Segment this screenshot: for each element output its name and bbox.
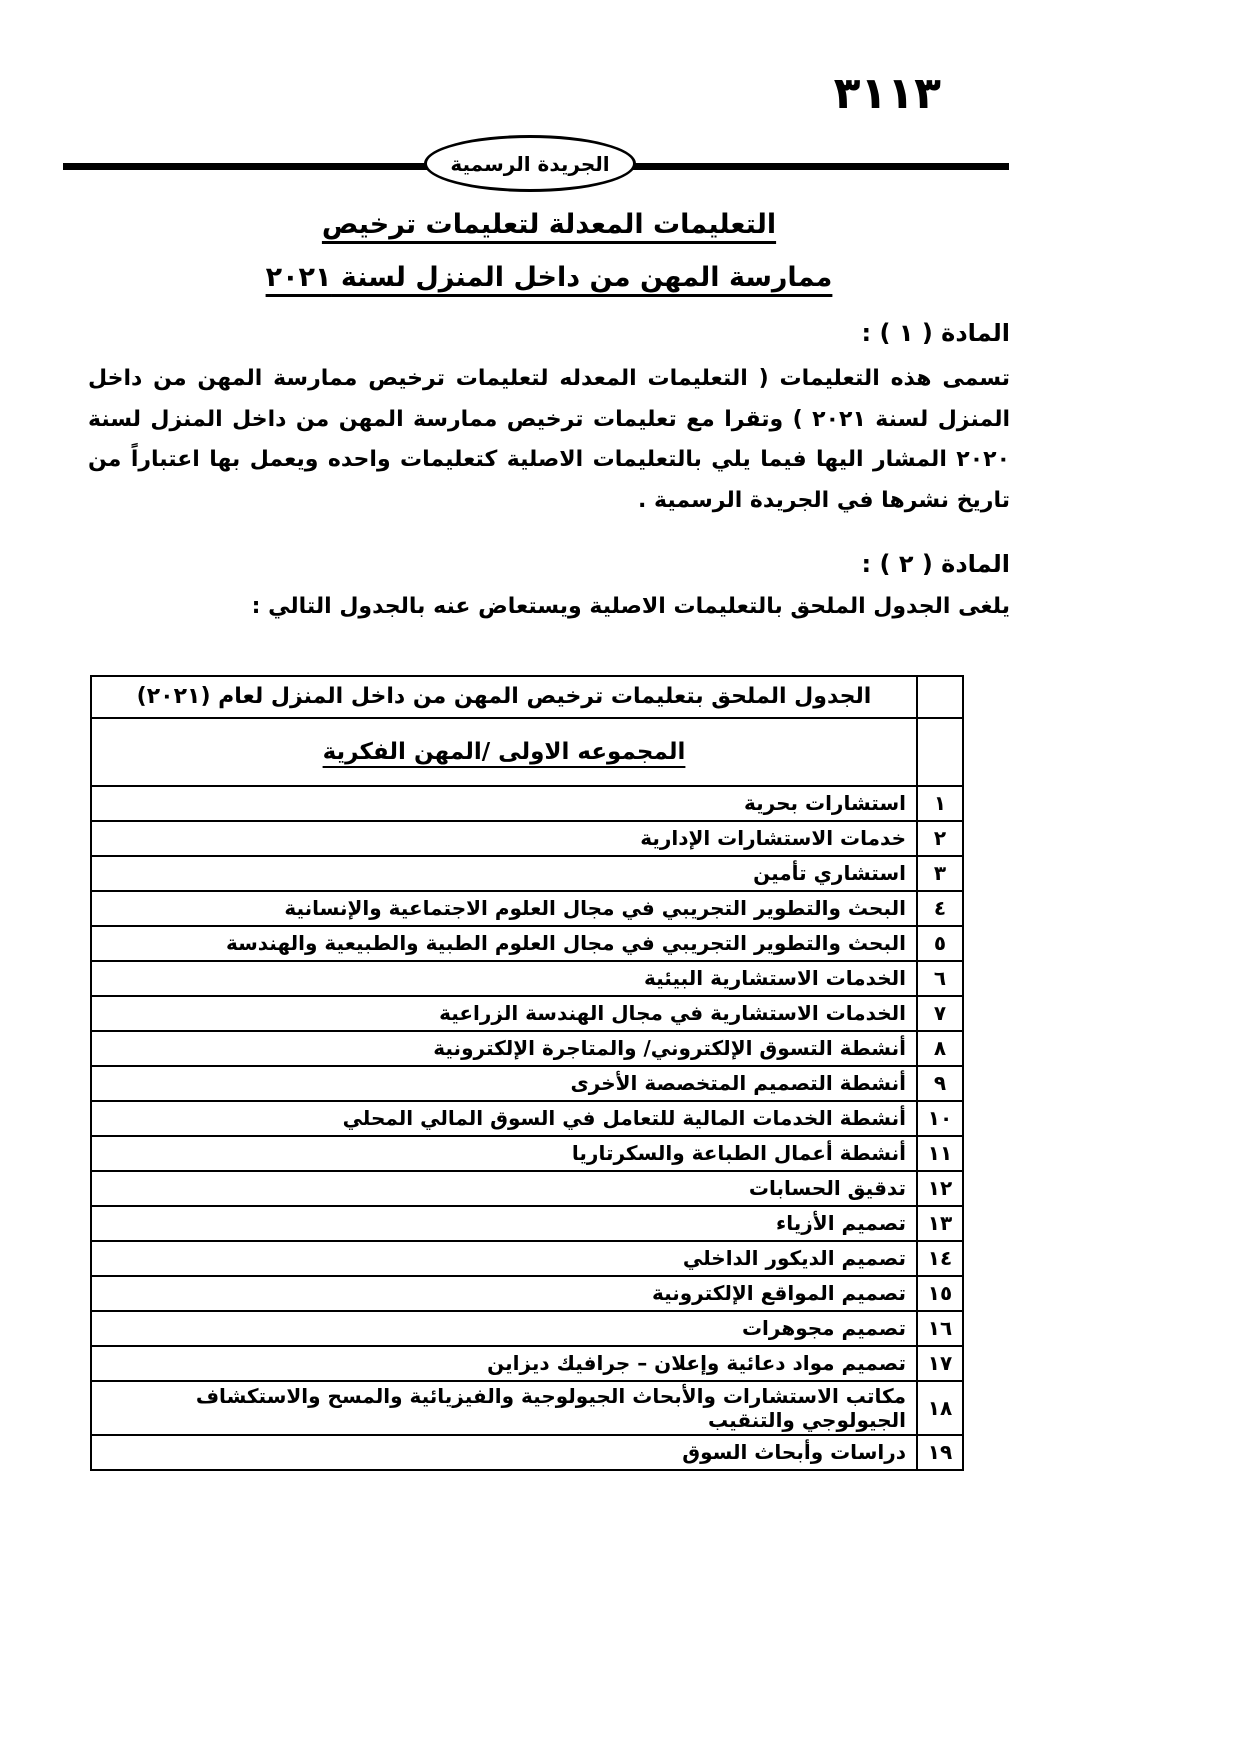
table-row xyxy=(91,1435,963,1470)
masthead xyxy=(0,0,1241,205)
profession-label: تصميم مجوهرات xyxy=(91,1311,917,1346)
profession-label: البحث والتطوير التجريبي في مجال العلوم الاجتماعية والإنسانية xyxy=(91,891,917,926)
page-number: ٣١١٣ xyxy=(833,68,941,119)
table-row xyxy=(91,786,963,821)
profession-label: تصميم الديكور الداخلي xyxy=(91,1241,917,1276)
table-row xyxy=(91,891,963,926)
table-row xyxy=(91,1241,963,1276)
profession-table-body xyxy=(91,676,963,1470)
table-row xyxy=(91,1346,963,1381)
gazette-badge-label: الجريدة الرسمية xyxy=(450,151,610,176)
row-number: ١٥ xyxy=(917,1276,963,1311)
table-row xyxy=(91,1136,963,1171)
profession-label: أنشطة التصميم المتخصصة الأخرى xyxy=(91,1066,917,1101)
document-content xyxy=(88,211,1010,1471)
table-row xyxy=(91,856,963,891)
gazette-badge xyxy=(424,135,636,192)
table-row xyxy=(91,1171,963,1206)
title-line-1: التعليمات المعدلة لتعليمات ترخيص xyxy=(321,209,777,240)
professions-table xyxy=(90,675,964,1471)
row-number: ٣ xyxy=(917,856,963,891)
article-1-heading: المادة ( ١ ) : xyxy=(861,319,1010,347)
professions-table-wrap xyxy=(90,675,964,1471)
profession-label: أنشطة أعمال الطباعة والسكرتاريا xyxy=(91,1136,917,1171)
row-number: ١٦ xyxy=(917,1311,963,1346)
table-group-row xyxy=(91,718,963,786)
profession-label: الخدمات الاستشارية في مجال الهندسة الزراعية xyxy=(91,996,917,1031)
profession-label: أنشطة التسوق الإلكتروني/ والمتاجرة الإلكترونية xyxy=(91,1031,917,1066)
profession-label: خدمات الاستشارات الإدارية xyxy=(91,821,917,856)
row-number: ٢ xyxy=(917,821,963,856)
profession-label: تصميم المواقع الإلكترونية xyxy=(91,1276,917,1311)
table-row xyxy=(91,1101,963,1136)
profession-label: تصميم مواد دعائية وإعلان – جرافيك ديزاين xyxy=(91,1346,917,1381)
table-row xyxy=(91,1381,963,1435)
table-row xyxy=(91,1066,963,1101)
table-row xyxy=(91,926,963,961)
row-number: ١٤ xyxy=(917,1241,963,1276)
row-number: ٧ xyxy=(917,996,963,1031)
row-number: ٥ xyxy=(917,926,963,961)
table-row xyxy=(91,961,963,996)
row-number: ٩ xyxy=(917,1066,963,1101)
table-header-row xyxy=(91,676,963,718)
table-header-number-cell xyxy=(917,676,963,718)
title-line-1-wrap xyxy=(88,211,1010,238)
row-number: ١٢ xyxy=(917,1171,963,1206)
article-2-heading: المادة ( ٢ ) : xyxy=(861,549,1010,578)
table-group-cell xyxy=(91,718,917,786)
profession-label: دراسات وأبحاث السوق xyxy=(91,1435,917,1470)
title-line-2-wrap xyxy=(88,264,1010,291)
row-number: ٦ xyxy=(917,961,963,996)
table-group-number-cell xyxy=(917,718,963,786)
table-group-label: المجموعه الاولى /المهن الفكرية xyxy=(322,738,686,765)
row-number: ١٨ xyxy=(917,1381,963,1435)
row-number: ١٩ xyxy=(917,1435,963,1470)
profession-label: الخدمات الاستشارية البيئية xyxy=(91,961,917,996)
table-row xyxy=(91,1276,963,1311)
profession-label: البحث والتطوير التجريبي في مجال العلوم الطبية والطبيعية والهندسة xyxy=(91,926,917,961)
article-2-body: يلغى الجدول الملحق بالتعليمات الاصلية ويستعاض عنه بالجدول التالي : xyxy=(251,593,1010,619)
table-row xyxy=(91,1206,963,1241)
title-line-2: ممارسة المهن من داخل المنزل لسنة ٢٠٢١ xyxy=(265,262,833,293)
table-row xyxy=(91,1311,963,1346)
row-number: ٤ xyxy=(917,891,963,926)
row-number: ٨ xyxy=(917,1031,963,1066)
profession-label: تدقيق الحسابات xyxy=(91,1171,917,1206)
table-row xyxy=(91,821,963,856)
profession-label: مكاتب الاستشارات والأبحاث الجيولوجية والفيزيائية والمسح والاستكشاف الجيولوجي والتنقيب xyxy=(91,1381,917,1435)
row-number: ١٠ xyxy=(917,1101,963,1136)
row-number: ١ xyxy=(917,786,963,821)
profession-label: استشارات بحرية xyxy=(91,786,917,821)
row-number: ١١ xyxy=(917,1136,963,1171)
row-number: ١٣ xyxy=(917,1206,963,1241)
table-header-cell: الجدول الملحق بتعليمات ترخيص المهن من داخل المنزل لعام (٢٠٢١) xyxy=(91,676,917,718)
table-row xyxy=(91,996,963,1031)
article-1-body: تسمى هذه التعليمات ( التعليمات المعدله لتعليمات ترخيص ممارسة المهن من داخل المنزل لسنة ٢٠٢١ ) وتقرا مع تعليمات ترخيص ممارسة المهن من داخل المنزل لسنة ٢٠٢٠ المشار اليها فيما يلي بالتعليمات الاصلية كتعليمات واحده ويعمل بها اعتباراً من تاريخ نشرها في الجريدة الرسمية . xyxy=(88,366,1011,514)
row-number: ١٧ xyxy=(917,1346,963,1381)
document-title xyxy=(88,211,1010,291)
table-row xyxy=(91,1031,963,1066)
profession-label: تصميم الأزياء xyxy=(91,1206,917,1241)
profession-label: استشاري تأمين xyxy=(91,856,917,891)
profession-label: أنشطة الخدمات المالية للتعامل في السوق المالي المحلي xyxy=(91,1101,917,1136)
